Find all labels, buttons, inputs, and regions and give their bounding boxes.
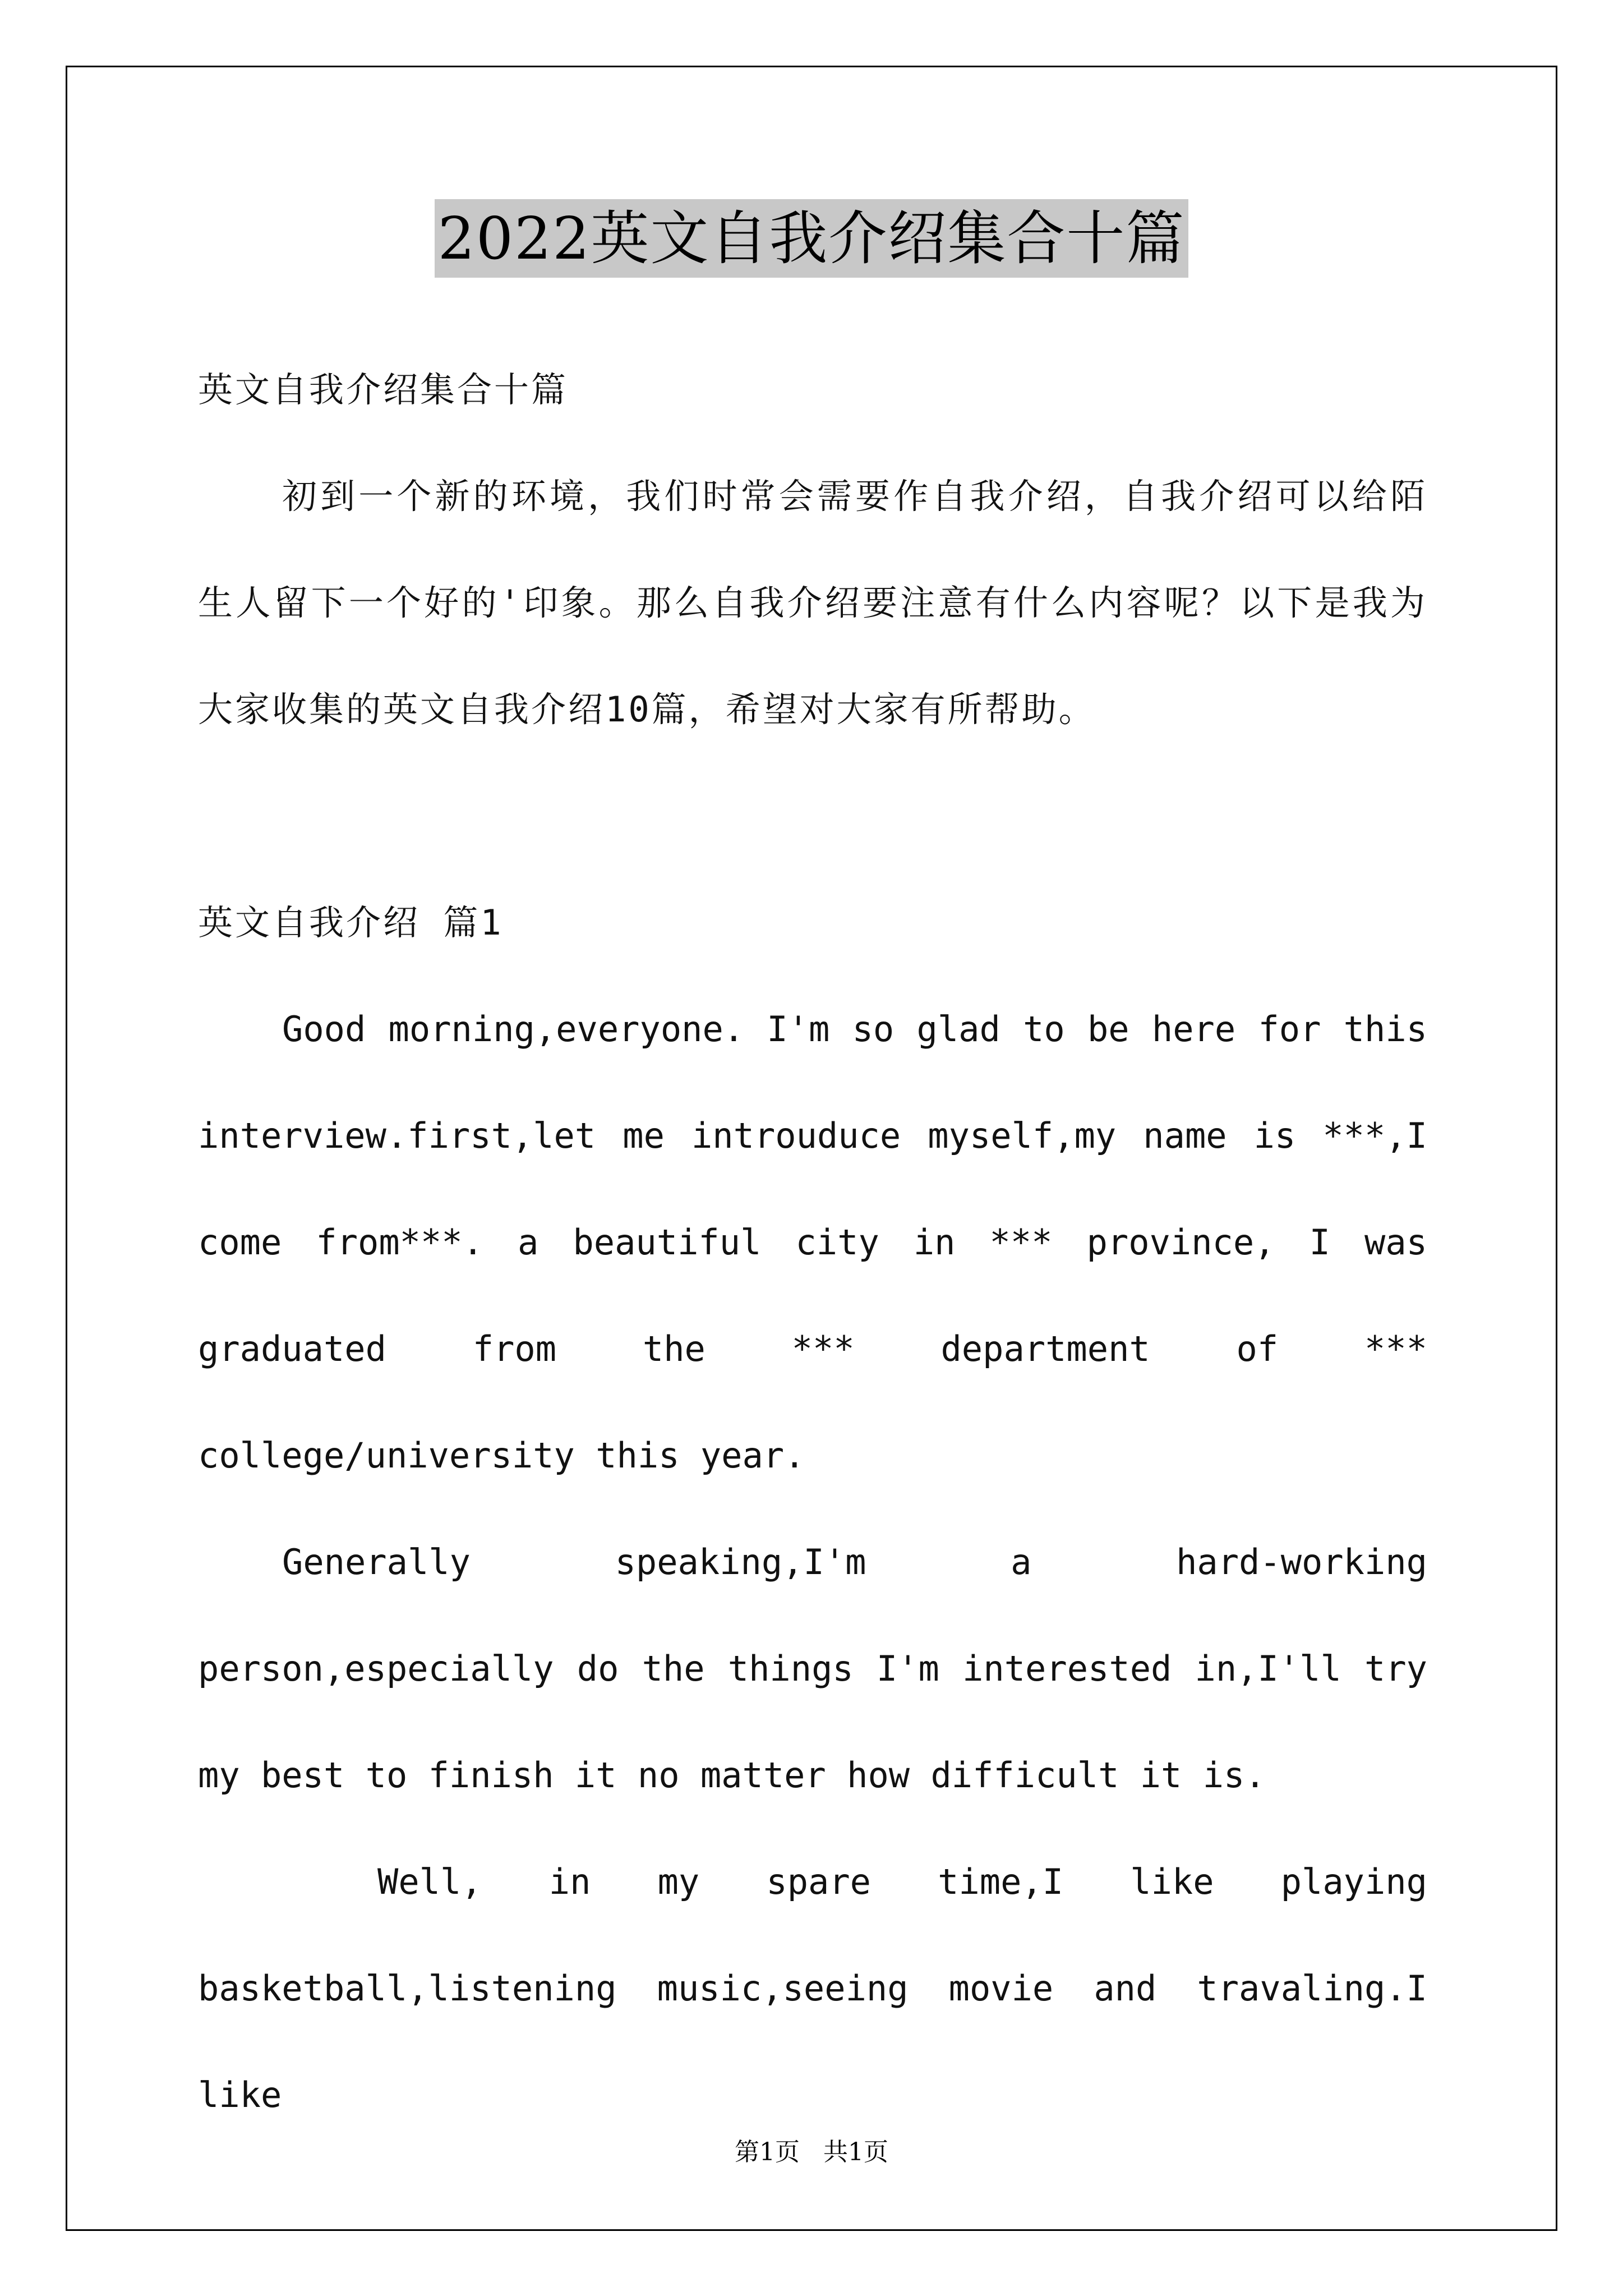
page-number-current: 第1页 <box>735 2138 800 2166</box>
section-spacer <box>198 763 1427 869</box>
body-paragraph-1: Good morning,everyone. I'm so glad to be here for this interview.first,let me introuduce myself,my name is ***,I come from***. a beautiful city in *** province, I was graduated from the *** department of *** college/university this year. <box>198 1009 1427 1476</box>
document-subtitle: 英文自我介绍集合十篇 <box>198 369 569 410</box>
intro-paragraph: 初到一个新的环境，我们时常会需要作自我介绍，自我介绍可以给陌生人留下一个好的'印象。那么自我介绍要注意有什么内容呢？以下是我为大家收集的英文自我介绍10篇，希望对大家有所帮助。 <box>198 476 1427 730</box>
section-heading: 英文自我介绍 篇1 <box>198 902 504 943</box>
body-paragraph-2: Generally speaking,I'm a hard-working person,especially do the things I'm interested in,I'll try my best to finish it no matter how difficult it is. <box>198 1542 1427 1796</box>
title-container <box>0 199 1623 278</box>
page-number-total: 共1页 <box>823 2138 888 2166</box>
page-footer <box>0 2132 1623 2168</box>
body-paragraph-3: Well, in my spare time,I like playing basketball,listening music,seeing movie and travaling.I like <box>198 1861 1427 2115</box>
document-title: 2022英文自我介绍集合十篇 <box>435 199 1189 278</box>
document-body <box>198 337 1427 2148</box>
